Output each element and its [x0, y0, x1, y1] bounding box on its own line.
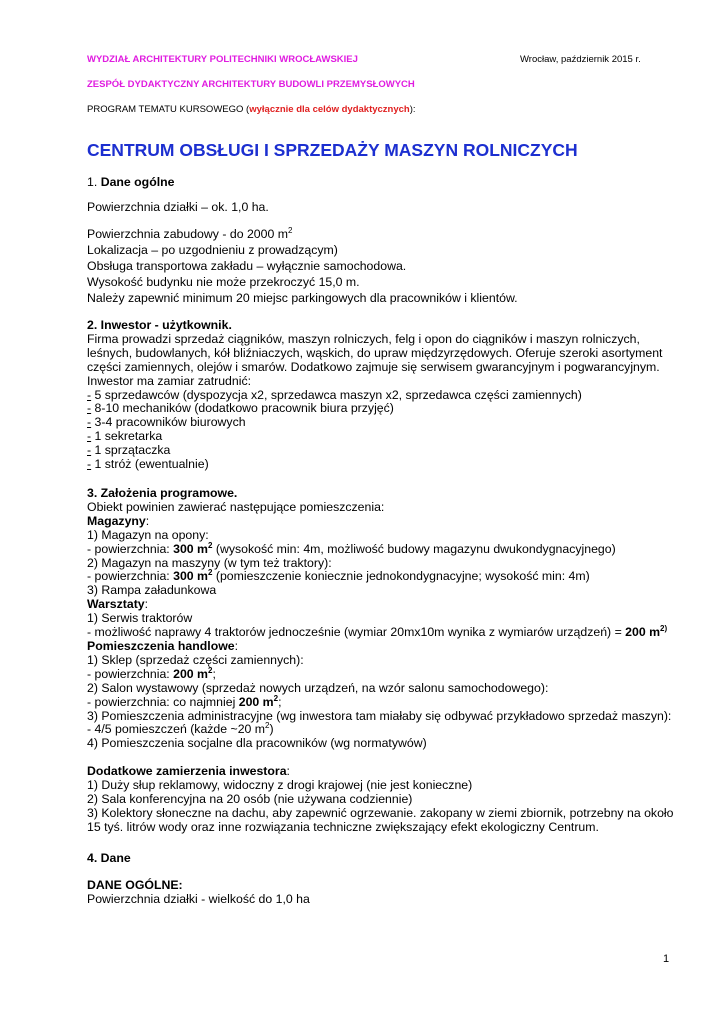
section-1-heading: [87, 175, 174, 189]
colon: :: [234, 638, 239, 653]
superscript: 2: [208, 568, 213, 578]
section-2-heading: 2. Inwestor - użytkownik.: [87, 318, 232, 332]
list-item: 1) Magazyn na opony:: [87, 527, 209, 542]
page-number: 1: [663, 953, 670, 965]
paragraph-line: Firma prowadzi sprzedaż ciągników, maszyn rolniczych, felg i opon do ciągników i maszyn rolniczych,: [87, 331, 640, 346]
faculty-header: WYDZIAŁ ARCHITEKTURY POLITECHNIKI WROCŁAWSKIEJ: [87, 54, 358, 65]
list-item-text: 1 sekretarka: [91, 429, 163, 444]
subheading-workshops: [87, 598, 673, 612]
list-dash: -: [87, 457, 92, 472]
colon: :: [144, 597, 149, 612]
list-item: [87, 430, 662, 444]
area-note: - 4/5 pomieszczeń (każde ~20 m: [87, 722, 266, 737]
list-item: [87, 389, 662, 403]
section-4-heading: 4. Dane: [87, 851, 131, 865]
list-item: [87, 444, 662, 458]
area-value: 200 m: [173, 666, 208, 681]
list-item: 3) Pomieszczenia administracyjne (wg inwestora tam miałaby się odbywać przykładowo sprzedaż maszyn):: [87, 708, 672, 723]
list-item: [87, 570, 673, 584]
subheading-additional: [87, 765, 673, 779]
subheading-text: Warsztaty: [87, 597, 145, 612]
list-dash: -: [87, 443, 92, 458]
list-item: [87, 626, 673, 640]
built-area: [87, 227, 292, 241]
list-item-text: 3-4 pracowników biurowych: [91, 415, 246, 430]
area-value: 300 m: [173, 569, 208, 584]
superscript: 2): [660, 624, 668, 634]
program-line: [87, 104, 416, 115]
spacer: [87, 751, 673, 765]
semicolon: ;: [278, 694, 282, 709]
subheading-text: Dodatkowe zamierzenia inwestora: [87, 764, 287, 779]
paragraph-line: części zamiennych, olejów i smarów. Dodatkowo zajmuje się serwisem gwarancyjnym i pogwarancyjnym.: [87, 359, 660, 374]
list-item: 4) Pomieszczenia socjalne dla pracowników (wg normatywów): [87, 736, 427, 751]
list-dash: -: [87, 429, 92, 444]
subheading-text: Pomieszczenia handlowe: [87, 638, 235, 653]
subheading-text: Magazyny: [87, 513, 146, 528]
list-item: 1) Serwis traktorów: [87, 611, 193, 626]
section-3-heading: 3. Założenia programowe.: [87, 486, 238, 500]
list-item: 1) Duży słup reklamowy, widoczny z drogi krajowej (nie jest konieczne): [87, 778, 473, 793]
document-date: Wrocław, październik 2015 r.: [520, 54, 641, 65]
plot-area: Powierzchnia działki – ok. 1,0 ha.: [87, 200, 269, 214]
list-item: [87, 693, 673, 710]
list-item: 2) Magazyn na maszyny (w tym też traktory):: [87, 555, 332, 570]
section-2: [87, 319, 662, 472]
program-note: wyłącznie dla celów dydaktycznych: [249, 104, 410, 115]
list-item-text: 8-10 mechaników (dodatkowo pracownik biura przyjęć): [91, 401, 394, 416]
list-item: 2) Salon wystawowy (sprzedaż nowych urządzeń, na wzór salonu samochodowego):: [87, 680, 549, 695]
list-dash: -: [87, 401, 92, 416]
area-value: 300 m: [173, 541, 208, 556]
section-3: [87, 487, 673, 835]
list-item: 3) Rampa załadunkowa: [87, 583, 217, 598]
area-label: - powierzchnia:: [87, 541, 174, 556]
list-item: [87, 540, 673, 557]
program-suffix: ):: [409, 104, 416, 115]
location: Lokalizacja – po uzgodnieniu z prowadzącym): [87, 243, 338, 257]
area-value: 200 m: [238, 694, 274, 709]
area-note: (wysokość min: 4m, możliwość budowy magazynu dwukondygnacyjnego): [212, 541, 616, 556]
built-area-text: Powierzchnia zabudowy - do 2000 m: [87, 227, 288, 241]
general-data-heading: DANE OGÓLNE:: [87, 878, 183, 892]
list-item: 3) Kolektory słoneczne na dachu, aby zapewnić ogrzewanie. zakopany w ziemi zbiornik, potrzebny na około: [87, 805, 674, 820]
list-item: 15 tyś. litrów wody oraz inne rozwiązania techniczne zwiększający efekt ekologiczny Centrum.: [87, 819, 599, 834]
subheading-warehouses: [87, 515, 673, 529]
area-label: - powierzchnia: co najmniej: [87, 694, 239, 709]
team-header: ZESPÓŁ DYDAKTYCZNY ARCHITEKTURY BUDOWLI PRZEMYSŁOWYCH: [87, 79, 415, 90]
transport: Obsługa transportowa zakładu – wyłącznie samochodowa.: [87, 259, 407, 273]
subheading-trade: [87, 640, 673, 654]
paragraph-line: Inwestor ma zamiar zatrudnić:: [87, 373, 252, 388]
list-dash: -: [87, 387, 92, 402]
list-item-text: 1 sprzątaczka: [91, 443, 171, 458]
close-paren: ): [269, 722, 274, 737]
superscript: 2: [265, 721, 270, 731]
list-item: [87, 416, 662, 430]
list-item-text: 5 sprzedawców (dyspozycja x2, sprzedawca maszyn x2, sprzedawca części zamiennych): [91, 387, 582, 402]
list-item: 1) Sklep (sprzedaż części zamiennych):: [87, 652, 304, 667]
list-item-text: 1 stróż (ewentualnie): [91, 457, 209, 472]
area-value: 200 m: [625, 625, 661, 640]
list-item: [87, 402, 662, 416]
list-item: [87, 665, 673, 682]
colon: :: [145, 513, 150, 528]
superscript: 2: [208, 665, 213, 675]
section-1-number: 1.: [87, 175, 101, 189]
area-note: (pomieszczenie koniecznie jednokondygnacyjne; wysokość min: 4m): [212, 569, 590, 584]
superscript: 2: [273, 693, 279, 703]
program-prefix: PROGRAM TEMATU KURSOWEGO (: [87, 104, 250, 115]
paragraph-line: Obiekt powinien zawierać następujące pomieszczenia:: [87, 499, 385, 514]
superscript: 2: [287, 226, 293, 235]
colon: :: [286, 764, 290, 779]
area-note: - możliwość naprawy 4 traktorów jednocześnie (wymiar 20mx10m wynika z wymiarów urządzeń) =: [87, 625, 626, 640]
list-item: [87, 458, 662, 472]
semicolon: ;: [212, 666, 216, 681]
area-label: - powierzchnia:: [87, 569, 174, 584]
superscript: 2: [208, 540, 213, 550]
paragraph-line: leśnych, budowlanych, kół bliźniaczych, wąskich, do upraw międzyrzędowych. Oferuje szeroki asortyment: [87, 345, 663, 360]
list-dash: -: [87, 415, 92, 430]
page-title: CENTRUM OBSŁUGI I SPRZEDAŻY MASZYN ROLNICZYCH: [87, 140, 578, 160]
plot-size: Powierzchnia działki - wielkość do 1,0 ha: [87, 892, 310, 906]
building-height: Wysokość budynku nie może przekroczyć 15,0 m.: [87, 275, 360, 289]
parking: Należy zapewnić minimum 20 miejsc parkingowych dla pracowników i klientów.: [87, 291, 518, 305]
list-item: [87, 723, 673, 737]
area-label: - powierzchnia:: [87, 666, 174, 681]
list-item: 2) Sala konferencyjna na 20 osób (nie używana codziennie): [87, 792, 413, 807]
section-1-title: Dane ogólne: [100, 175, 175, 189]
